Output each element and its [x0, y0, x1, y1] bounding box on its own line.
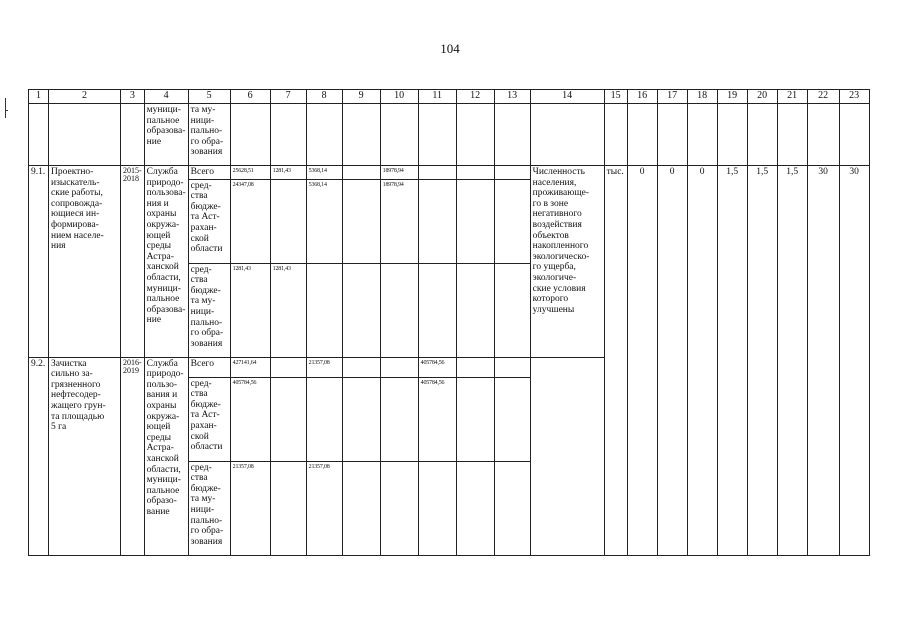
- column-number: 4: [144, 90, 188, 104]
- years: 2015- 2018: [121, 166, 145, 358]
- margin-mark: [5, 98, 6, 118]
- indicator-value: 30: [839, 166, 869, 556]
- column-number: 9: [342, 90, 380, 104]
- indicator-value: 0: [657, 166, 687, 556]
- carryover-row: [29, 104, 870, 166]
- column-number: 18: [687, 90, 717, 104]
- amount: 405784,56: [418, 357, 456, 377]
- indicator-value: 0: [627, 166, 657, 556]
- column-number: 8: [306, 90, 342, 104]
- amount: 21357,08: [306, 357, 342, 377]
- executor: Служба природо- пользова- ния и охраны окружа- ющей среды Астра- ханской области, муници- пальное образова- ние: [144, 166, 188, 358]
- column-number: 23: [839, 90, 869, 104]
- column-number: 11: [418, 90, 456, 104]
- column-number: 19: [717, 90, 747, 104]
- carryover-executor: муници- пальное образова- ние: [144, 104, 188, 166]
- column-number: 2: [49, 90, 121, 104]
- column-number: 14: [530, 90, 604, 104]
- amount: 18978,94: [380, 166, 418, 180]
- indicator: Численность населения, проживающе- го в зоне негативного воздействия объектов накопленного экологическо- го ущерба, экологиче- ские условия которого улучшены: [530, 166, 604, 358]
- unit: тыс.: [604, 166, 627, 556]
- column-number: 1: [29, 90, 49, 104]
- column-number: 13: [494, 90, 530, 104]
- funding-label: сред- ства бюдже- та му- ници- пально- го обра- зования: [188, 461, 230, 555]
- amount: 24347,08: [230, 179, 270, 263]
- amount: 405784,56: [230, 377, 270, 461]
- amount: 405784,56: [418, 377, 456, 461]
- funding-label: сред- ства бюдже- та Аст- рахан- ской области: [188, 377, 230, 461]
- column-number: 22: [807, 90, 839, 104]
- amount: 21357,08: [230, 461, 270, 555]
- row-index: 9.1.: [29, 166, 49, 358]
- column-number: 6: [230, 90, 270, 104]
- column-number: 21: [777, 90, 807, 104]
- indicator-value: 1,5: [747, 166, 777, 556]
- carryover-source: та му- ници- пально- го обра- зования: [188, 104, 230, 166]
- amount: 25628,51: [230, 166, 270, 180]
- page-number: 104: [440, 41, 460, 56]
- amount: 427141,64: [230, 357, 270, 377]
- indicator-empty: [530, 357, 604, 555]
- indicator-value: 1,5: [717, 166, 747, 556]
- indicator-value: 1,5: [777, 166, 807, 556]
- program-table: [28, 89, 870, 556]
- measure-name: Зачистка сильно за- грязненного нефтесодер- жащего грун- та площадью 5 га: [49, 357, 121, 555]
- column-number: 16: [627, 90, 657, 104]
- years: 2016- 2019: [121, 357, 145, 555]
- column-number: 7: [270, 90, 306, 104]
- funding-label: сред- ства бюдже- та му- ници- пально- го обра- зования: [188, 263, 230, 357]
- funding-label: Всего: [188, 357, 230, 377]
- column-number: 3: [121, 90, 145, 104]
- amount: 5368,14: [306, 179, 342, 263]
- amount: 1281,43: [270, 166, 306, 180]
- amount: 1281,43: [230, 263, 270, 357]
- funding-label: Всего: [188, 166, 230, 180]
- row-index: 9.2.: [29, 357, 49, 555]
- measure-name: Проектно- изыскатель- ские работы, сопровожда- ющиеся ин- формирова- нием населе- ния: [49, 166, 121, 358]
- column-number: 10: [380, 90, 418, 104]
- margin-mark: [5, 110, 8, 111]
- indicator-value: 0: [687, 166, 717, 556]
- column-number: 17: [657, 90, 687, 104]
- column-number: 5: [188, 90, 230, 104]
- column-number: 15: [604, 90, 627, 104]
- row-9-1-total: [29, 166, 870, 180]
- amount: 1281,43: [270, 263, 306, 357]
- executor: Служба природо- пользо- вания и охраны окружа- ющей среды Астра- ханской области, муници- пальное образо- вание: [144, 357, 188, 555]
- column-number: 20: [747, 90, 777, 104]
- column-number-row: [29, 90, 870, 104]
- funding-label: сред- ства бюдже- та Аст- рахан- ской области: [188, 179, 230, 263]
- amount: 18978,94: [380, 179, 418, 263]
- amount: 21357,08: [306, 461, 342, 555]
- indicator-value: 30: [807, 166, 839, 556]
- amount: 5368,14: [306, 166, 342, 180]
- column-number: 12: [456, 90, 494, 104]
